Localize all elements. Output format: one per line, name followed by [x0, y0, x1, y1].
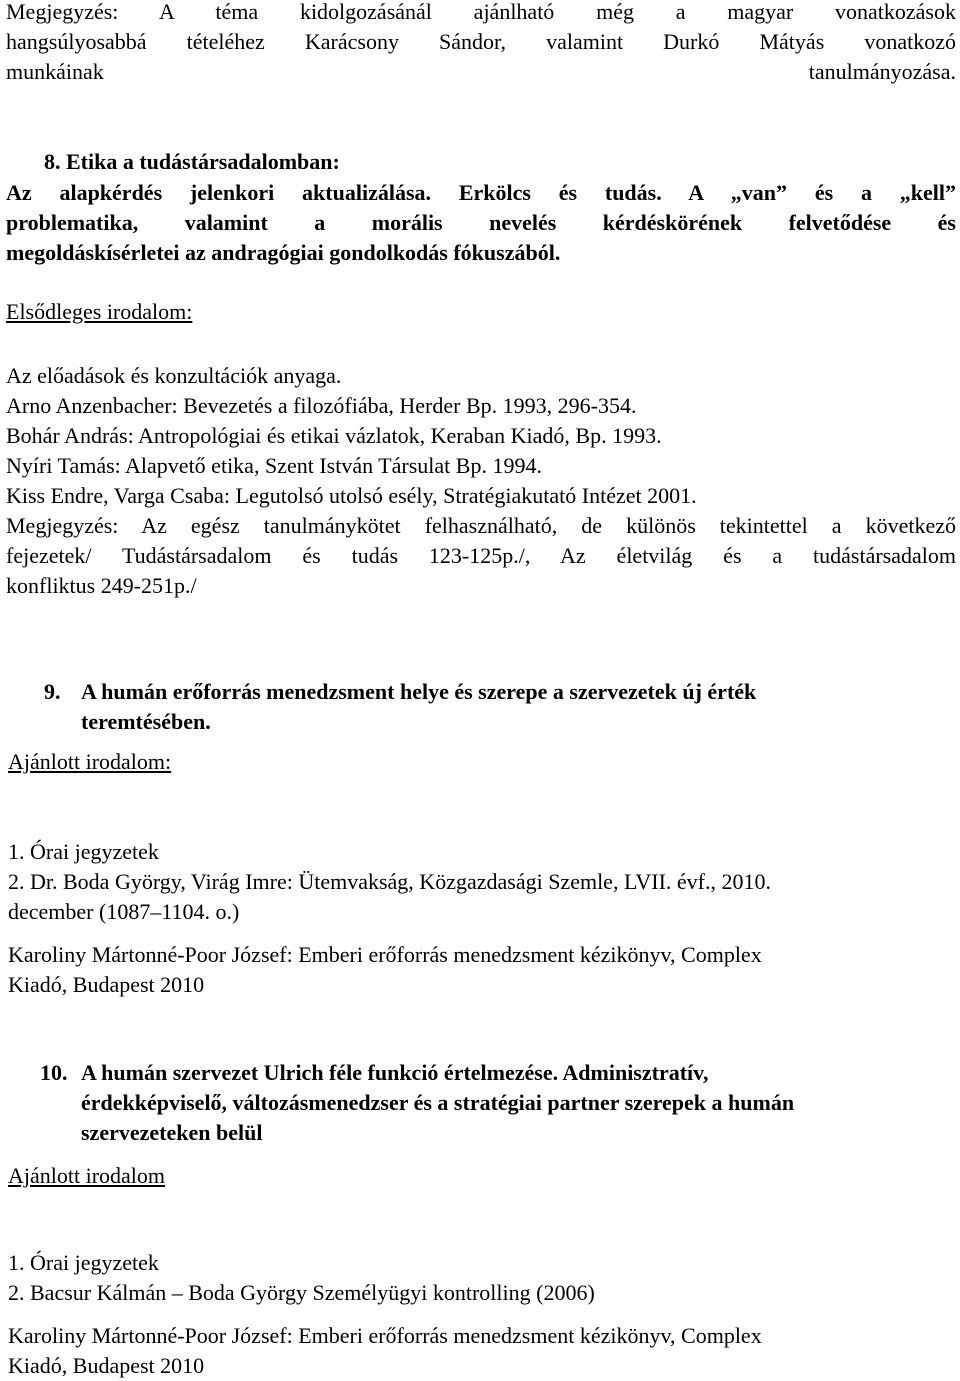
- section-8-refs: [6, 361, 956, 511]
- section-8-note: [6, 511, 956, 601]
- reference-item: Arno Anzenbacher: Bevezetés a filozófiába, Herder Bp. 1993, 296-354.: [6, 393, 637, 418]
- reference-item: Kiadó, Budapest 2010: [8, 972, 205, 997]
- section-10-title-line: szervezeteken belül: [81, 1120, 263, 1145]
- reference-item: Bohár András: Antropológiai és etikai vázlatok, Keraban Kiadó, Bp. 1993.: [6, 423, 662, 448]
- section-10-extra: [8, 1321, 958, 1381]
- reference-item: Az előadások és konzultációk anyaga.: [6, 363, 342, 388]
- reference-item: Nyíri Tamás: Alapvető etika, Szent István Társulat Bp. 1994.: [6, 453, 542, 478]
- section-8-heading: 8. Etika a tudástársadalomban:: [44, 149, 340, 174]
- section-10-title: [81, 1058, 951, 1148]
- reference-item: 2. Dr. Boda György, Virág Imre: Ütemvakság, Közgazdasági Szemle, LVII. évf., 2010.: [8, 869, 771, 894]
- section-9-lit-label: Ajánlott irodalom:: [8, 749, 172, 774]
- section-10-number: 10.: [40, 1060, 68, 1085]
- reference-item: 1. Órai jegyzetek: [8, 1250, 159, 1275]
- section-8-line: problematika, valamint a morális nevelés kérdéskörének felvetődése és: [6, 210, 956, 235]
- section-9-title-line: teremtésében.: [81, 709, 211, 734]
- section-8-note-line: konfliktus 249-251p./: [6, 573, 197, 598]
- note-top-line: Megjegyzés: A téma kidolgozásánál ajánlható még a magyar vonatkozások: [6, 0, 956, 24]
- reference-item: Karoliny Mártonné-Poor József: Emberi erőforrás menedzsment kézikönyv, Complex: [8, 942, 762, 967]
- reference-item: Karoliny Mártonné-Poor József: Emberi erőforrás menedzsment kézikönyv, Complex: [8, 1323, 762, 1348]
- note-top-line: hangsúlyosabbá tételéhez Karácsony Sándor, valamint Durkó Mátyás vonatkozó: [6, 29, 956, 54]
- section-9-title: [81, 677, 951, 737]
- section-10-refs: [8, 1248, 958, 1308]
- section-8-line: Az alapkérdés jelenkori aktualizálása. Erkölcs és tudás. A „van” és a „kell”: [6, 180, 956, 205]
- section-8-note-line: Megjegyzés: Az egész tanulmánykötet felhasználható, de különös tekintettel a következő: [6, 513, 956, 538]
- section-9-number: 9.: [44, 679, 61, 704]
- reference-item: december (1087–1104. o.): [8, 899, 240, 924]
- section-10-title-line: A humán szervezet Ulrich féle funkció értelmezése. Adminisztratív,: [81, 1060, 709, 1085]
- section-8-line: megoldáskísérletei az andragógiai gondolkodás fókuszából.: [6, 240, 561, 265]
- reference-item: 2. Bacsur Kálmán – Boda György Személyügyi kontrolling (2006): [8, 1280, 595, 1305]
- note-top: [6, 0, 956, 87]
- reference-item: 1. Órai jegyzetek: [8, 839, 159, 864]
- section-10-lit-label: Ajánlott irodalom: [8, 1163, 166, 1188]
- section-8-description: [6, 178, 956, 268]
- section-8-note-line: fejezetek/ Tudástársadalom és tudás 123-125p./, Az életvilág és a tudástársadalom: [6, 543, 956, 568]
- section-8-lit-label: Elsődleges irodalom:: [6, 299, 193, 324]
- reference-item: Kiadó, Budapest 2010: [8, 1353, 205, 1378]
- section-9-refs: [8, 837, 958, 927]
- section-10-title-line: érdekképviselő, változásmenedzser és a stratégiai partner szerepek a humán: [81, 1090, 795, 1115]
- note-top-line: munkáinak tanulmányozása.: [6, 59, 956, 84]
- section-9-extra: [8, 940, 958, 1000]
- reference-item: Kiss Endre, Varga Csaba: Legutolsó utolsó esély, Stratégiakutató Intézet 2001.: [6, 483, 697, 508]
- section-9-title-line: A humán erőforrás menedzsment helye és szerepe a szervezetek új érték: [81, 679, 757, 704]
